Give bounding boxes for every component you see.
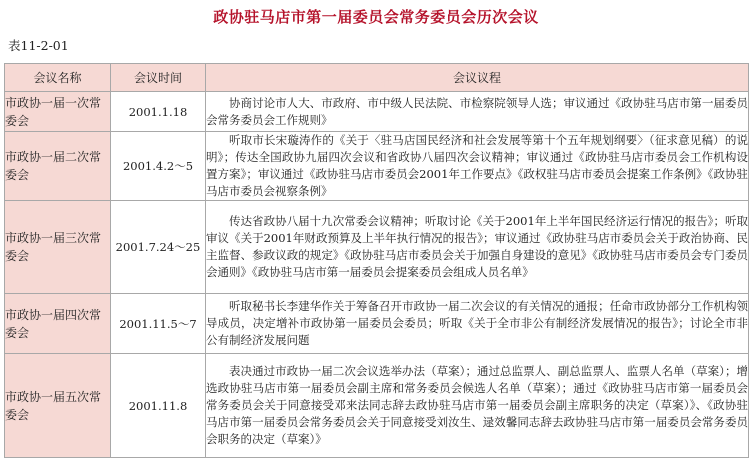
table-header-row [5,64,749,92]
header-meeting-agenda: 会议议程 [206,64,749,92]
header-meeting-name: 会议名称 [5,64,111,92]
table-row [5,294,749,354]
meeting-agenda-cell: 传达省政协八届十九次常委会议精神；听取讨论《关于2001年上半年国民经济运行情况的报告》；听取审议《关于2001年财政预算及上半年执行情况的报告》；审议通过《政协驻马店市委员会关于政治协商、民主监督、参政议政的规定》《政协驻马店市委员会关于加强自身建设的意见》《政协驻马店市委员会专门委员会通则》《政协驻马店市第一届委员会提案委员会组成人员名单》 [206,201,749,294]
meeting-name-cell: 市政协一届五次常委会 [5,354,111,458]
meeting-name-cell: 市政协一届一次常委会 [5,92,111,132]
meeting-time-cell: 2001.7.24～25 [111,201,206,294]
meetings-table [4,63,749,458]
header-meeting-time: 会议时间 [111,64,206,92]
meeting-name-cell: 市政协一届二次常委会 [5,132,111,201]
meeting-time-cell: 2001.4.2～5 [111,132,206,201]
meeting-agenda-cell: 听取市长宋璇涛作的《关于〈驻马店国民经济和社会发展等第十个五年规划纲要〉（征求意见稿）的说明》；传达全国政协九届四次会议和省政协八届四次会议精神；审议通过《政协驻马店市委员会工作机构设置方案》；审议通过《政协驻马店市委员会2001年工作要点》《政权驻马店市委员会提案工作条例》《政协驻马店市委员会视察条例》 [206,132,749,201]
meeting-time-cell: 2001.11.8 [111,354,206,458]
meeting-name-cell: 市政协一届四次常委会 [5,294,111,354]
table-row [5,354,749,458]
meeting-time-cell: 2001.11.5～7 [111,294,206,354]
meeting-agenda-cell: 协商讨论市人大、市政府、市中级人民法院、市检察院领导人选；审议通过《政协驻马店市第一届委员会常务委员会工作规则》 [206,92,749,132]
table-row [5,132,749,201]
meeting-agenda-cell: 听取秘书长李建华作关于筹备召开市政协一届二次会议的有关情况的通报；任命市政协部分工作机构领导成员，决定增补市政协第一届委员会委员；听取《关于全市非公有制经济发展情况的报告》；讨论全市非公有制经济发展问题 [206,294,749,354]
meeting-name-cell: 市政协一届三次常委会 [5,201,111,294]
table-number: 表11-2-01 [8,38,69,53]
document-title: 政协驻马店市第一届委员会常务委员会历次会议 [213,8,539,26]
meeting-time-cell: 2001.1.18 [111,92,206,132]
meeting-agenda-cell: 表决通过市政协一届二次会议选举办法（草案）；通过总监票人、副总监票人、监票人名单（草案）；增选政协驻马店市第一届委员会副主席和常务委员会候选人名单（草案）；通过《政协驻马店市第一届委员会常务委员会关于同意接受邓来法同志辞去政协驻马店市第一届委员会副主席职务的决定（草案）》、《政协驻马店市第一届委员会常务委员会关于同意接受刘汝生、逯效馨同志辞去政协驻马店市第一届委员会常务委员会职务的决定（草案）》 [206,354,749,458]
table-row [5,201,749,294]
table-row [5,92,749,132]
